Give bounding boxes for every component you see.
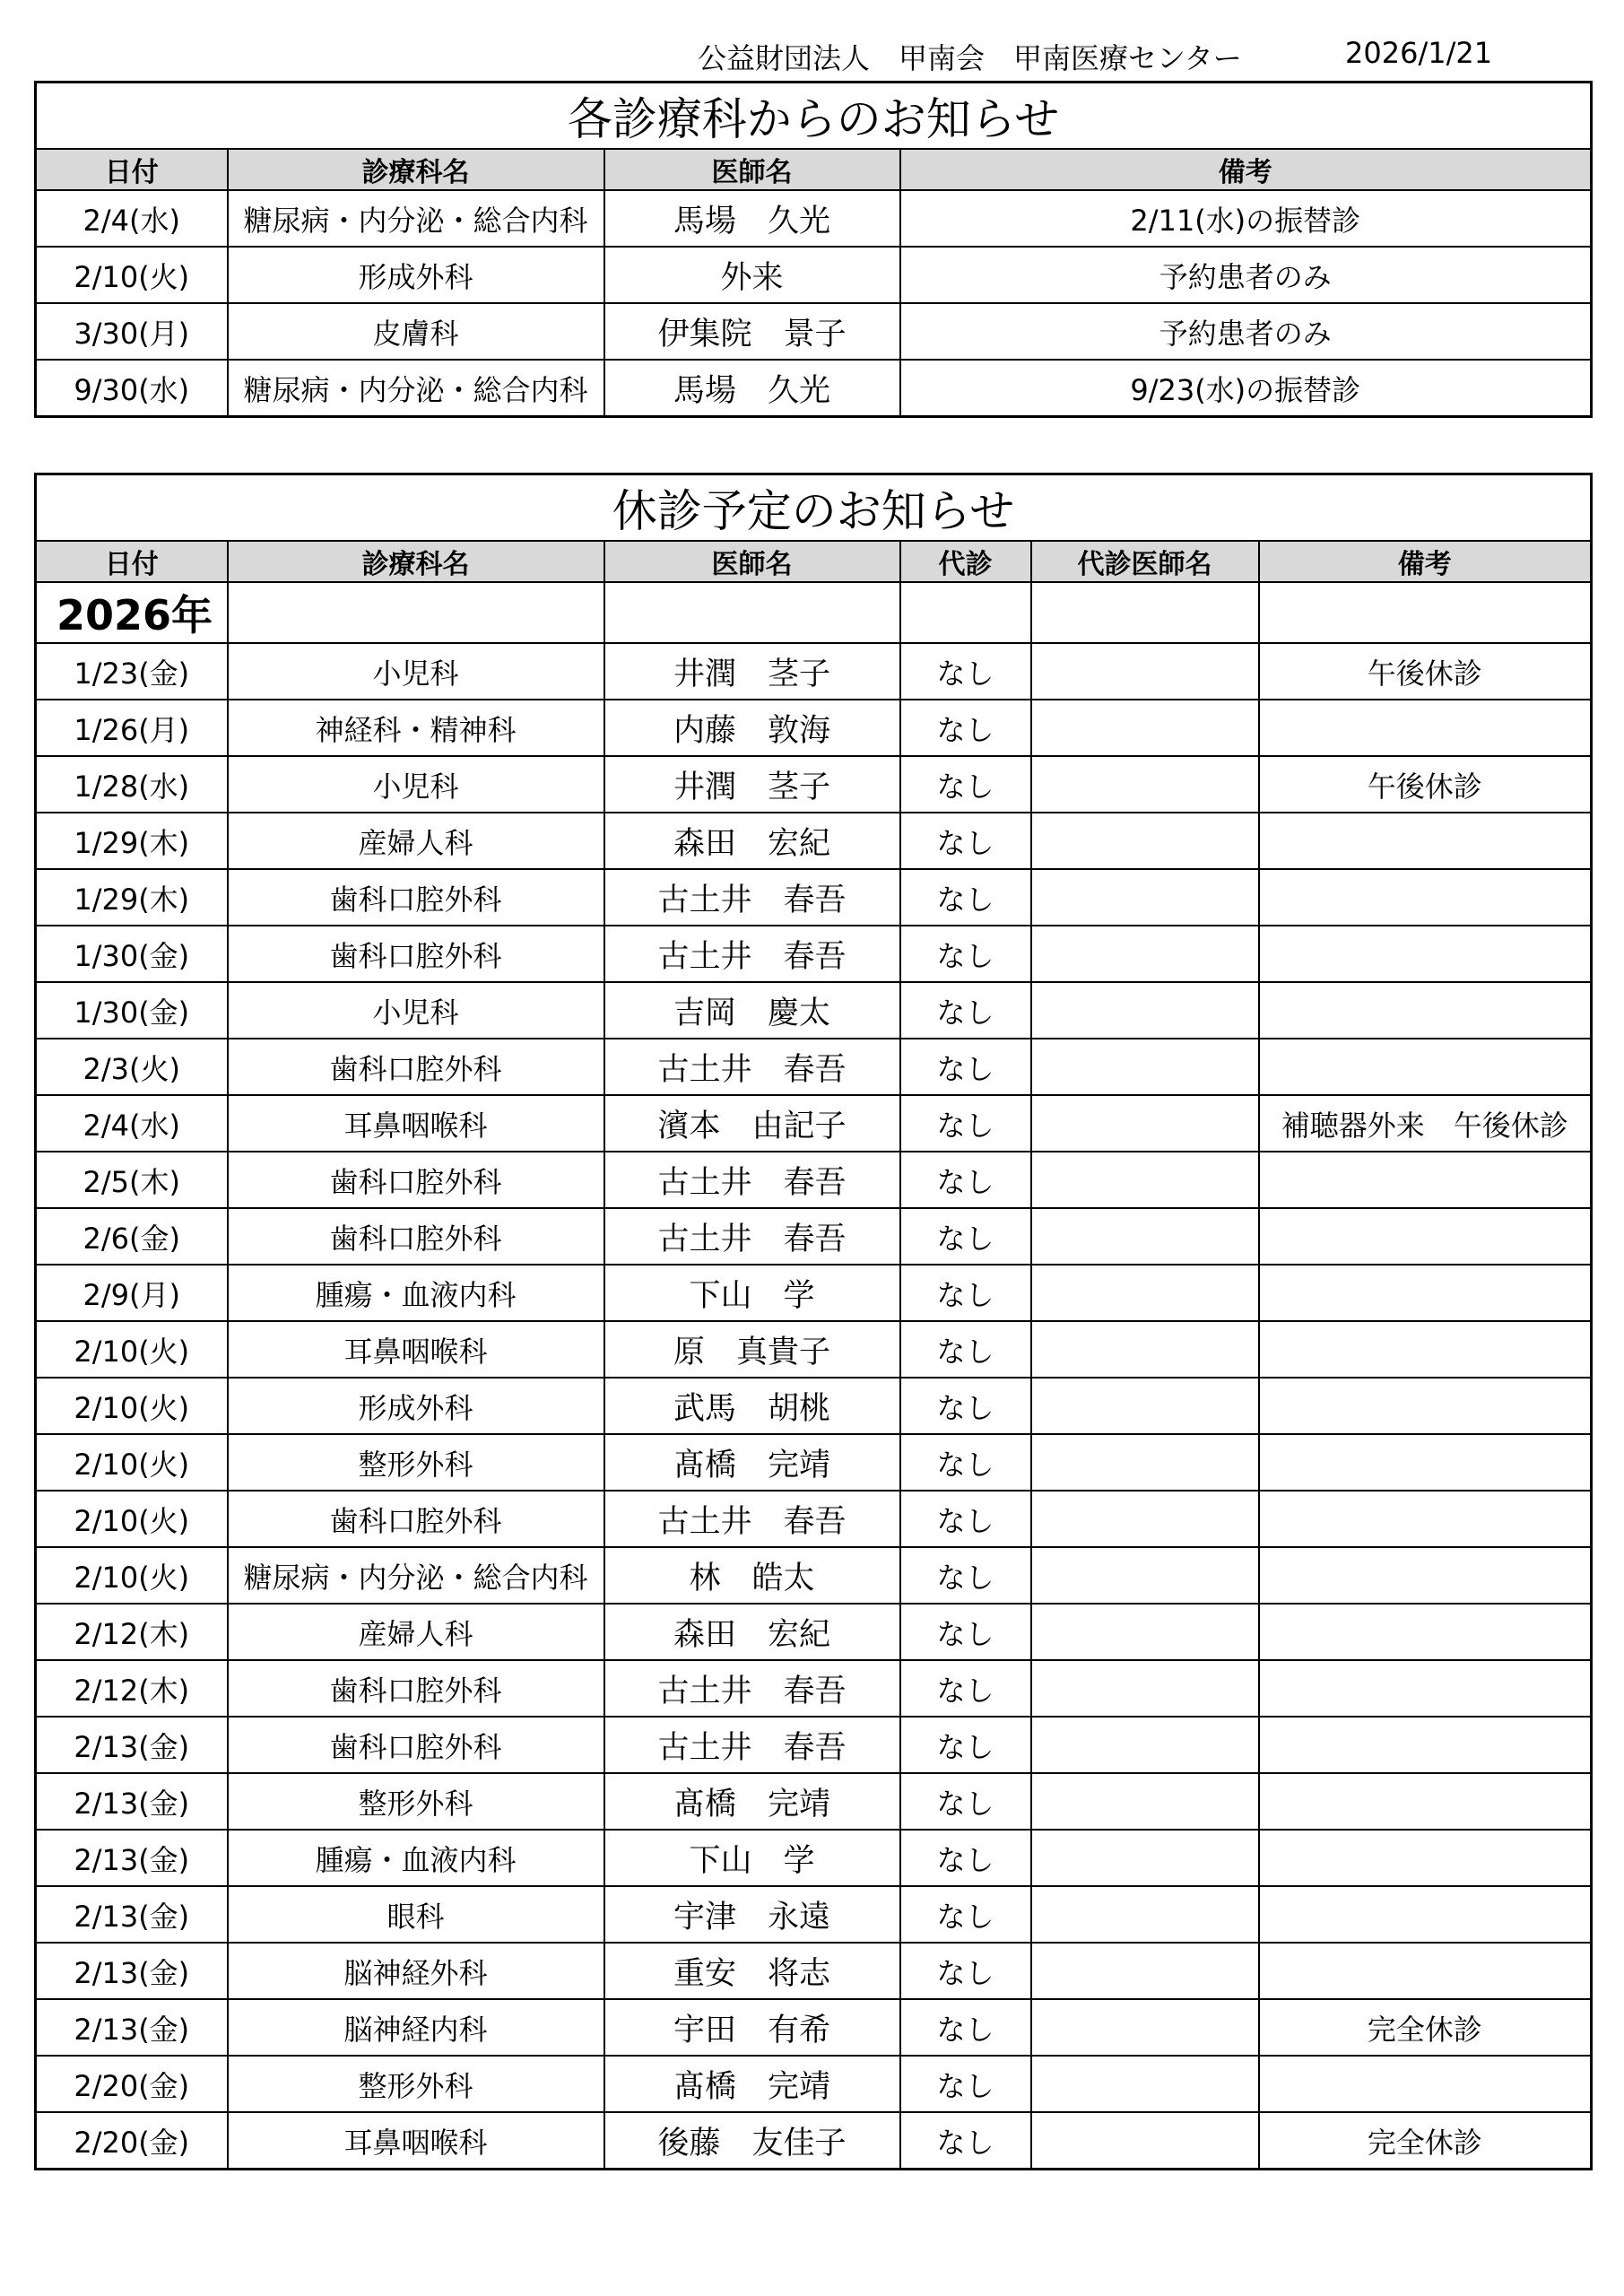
col-date: 日付 (36, 149, 228, 190)
substitute-doctor-cell (1031, 1208, 1259, 1265)
date-cell: 1/23(金) (36, 643, 228, 700)
remark-cell (1259, 1943, 1592, 1999)
remark-cell (1259, 982, 1592, 1039)
col-doctor: 医師名 (604, 541, 900, 582)
remark-cell (1259, 1547, 1592, 1604)
table-row (36, 1773, 1592, 1830)
department-cell: 糖尿病・内分泌・総合内科 (228, 1547, 604, 1604)
department-cell: 整形外科 (228, 2056, 604, 2112)
table-row (36, 982, 1592, 1039)
department-cell: 神経科・精神科 (228, 700, 604, 756)
table-row (36, 1830, 1592, 1886)
doctor-cell: 古土井 春吾 (604, 869, 900, 926)
substitute-doctor-cell (1031, 1660, 1259, 1717)
issue-date: 2026/1/21 (1345, 36, 1493, 70)
date-cell: 1/28(水) (36, 756, 228, 813)
doctor-cell: 後藤 友佳子 (604, 2112, 900, 2170)
substitute-doctor-cell (1031, 1547, 1259, 1604)
date-cell: 1/26(月) (36, 700, 228, 756)
department-cell: 歯科口腔外科 (228, 1039, 604, 1095)
date-cell: 2/20(金) (36, 2056, 228, 2112)
substitute-doctor-cell (1031, 1886, 1259, 1943)
date-cell: 2/9(月) (36, 1265, 228, 1321)
col-department: 診療科名 (228, 541, 604, 582)
substitute-doctor-cell (1031, 1999, 1259, 2056)
substitute-cell: なし (900, 2112, 1031, 2170)
date-cell: 2/13(金) (36, 1943, 228, 1999)
date-cell: 2/10(火) (36, 1491, 228, 1547)
department-cell: 歯科口腔外科 (228, 1660, 604, 1717)
department-cell: 歯科口腔外科 (228, 1717, 604, 1773)
year-label: 2026年 (36, 582, 228, 643)
remark-cell (1259, 1491, 1592, 1547)
remark-cell (1259, 869, 1592, 926)
remark-cell: 予約患者のみ (900, 247, 1592, 303)
date-cell: 2/12(木) (36, 1660, 228, 1717)
substitute-cell: なし (900, 700, 1031, 756)
remark-cell (1259, 1886, 1592, 1943)
substitute-doctor-cell (1031, 1717, 1259, 1773)
date-cell: 2/10(火) (36, 1547, 228, 1604)
col-substitute: 代診 (900, 541, 1031, 582)
substitute-doctor-cell (1031, 643, 1259, 700)
doctor-cell: 林 皓太 (604, 1547, 900, 1604)
table-row (36, 1039, 1592, 1095)
table-row (36, 360, 1592, 417)
doctor-cell: 下山 学 (604, 1830, 900, 1886)
remark-cell (1259, 2056, 1592, 2112)
table-row (36, 1378, 1592, 1434)
substitute-doctor-cell (1031, 1321, 1259, 1378)
substitute-cell: なし (900, 1717, 1031, 1773)
department-cell: 糖尿病・内分泌・総合内科 (228, 360, 604, 417)
doctor-cell: 森田 宏紀 (604, 813, 900, 869)
closure-schedule-table (34, 473, 1593, 2170)
department-cell: 産婦人科 (228, 1604, 604, 1660)
substitute-cell: なし (900, 1152, 1031, 1208)
remark-cell: 完全休診 (1259, 1999, 1592, 2056)
date-cell: 2/10(火) (36, 1321, 228, 1378)
substitute-cell: なし (900, 1999, 1031, 2056)
remark-cell (1259, 1604, 1592, 1660)
date-cell: 2/10(火) (36, 1434, 228, 1491)
date-cell: 2/13(金) (36, 1773, 228, 1830)
substitute-cell: なし (900, 1547, 1031, 1604)
table-row (36, 1434, 1592, 1491)
table-row (36, 190, 1592, 247)
substitute-cell: なし (900, 1321, 1031, 1378)
department-cell: 整形外科 (228, 1434, 604, 1491)
table-row (36, 1265, 1592, 1321)
table-row (36, 1095, 1592, 1152)
col-doctor: 医師名 (604, 149, 900, 190)
date-cell: 2/10(火) (36, 247, 228, 303)
doctor-cell: 武馬 胡桃 (604, 1378, 900, 1434)
doctor-cell: 森田 宏紀 (604, 1604, 900, 1660)
substitute-cell: なし (900, 1660, 1031, 1717)
substitute-cell: なし (900, 643, 1031, 700)
department-cell: 脳神経内科 (228, 1999, 604, 2056)
table-row (36, 869, 1592, 926)
table-row (36, 1886, 1592, 1943)
substitute-doctor-cell (1031, 1152, 1259, 1208)
substitute-doctor-cell (1031, 1604, 1259, 1660)
date-cell: 2/13(金) (36, 1999, 228, 2056)
date-cell: 1/30(金) (36, 926, 228, 982)
table-row (36, 247, 1592, 303)
remark-cell (1259, 1039, 1592, 1095)
col-substitute-doctor: 代診医師名 (1031, 541, 1259, 582)
remark-cell (1259, 926, 1592, 982)
substitute-cell: なし (900, 1886, 1031, 1943)
substitute-doctor-cell (1031, 1039, 1259, 1095)
doctor-cell: 古土井 春吾 (604, 1717, 900, 1773)
department-cell: 歯科口腔外科 (228, 1208, 604, 1265)
substitute-cell: なし (900, 1943, 1031, 1999)
remark-cell: 完全休診 (1259, 2112, 1592, 2170)
substitute-cell: なし (900, 1378, 1031, 1434)
substitute-doctor-cell (1031, 982, 1259, 1039)
closures-title: 休診予定のお知らせ (36, 474, 1592, 542)
table-row (36, 1604, 1592, 1660)
table-row (36, 1321, 1592, 1378)
date-cell: 1/30(金) (36, 982, 228, 1039)
department-cell: 眼科 (228, 1886, 604, 1943)
table-row (36, 2056, 1592, 2112)
date-cell: 9/30(水) (36, 360, 228, 417)
department-cell: 整形外科 (228, 1773, 604, 1830)
substitute-doctor-cell (1031, 756, 1259, 813)
date-cell: 2/12(木) (36, 1604, 228, 1660)
doctor-cell: 井潤 茎子 (604, 756, 900, 813)
department-cell: 産婦人科 (228, 813, 604, 869)
substitute-cell: なし (900, 1491, 1031, 1547)
department-cell: 歯科口腔外科 (228, 869, 604, 926)
substitute-doctor-cell (1031, 1830, 1259, 1886)
date-cell: 2/20(金) (36, 2112, 228, 2170)
col-remarks: 備考 (900, 149, 1592, 190)
department-cell: 耳鼻咽喉科 (228, 1321, 604, 1378)
substitute-cell: なし (900, 1830, 1031, 1886)
table-row (36, 1208, 1592, 1265)
substitute-cell: なし (900, 813, 1031, 869)
doctor-cell: 井潤 茎子 (604, 643, 900, 700)
department-cell: 皮膚科 (228, 303, 604, 360)
department-cell: 糖尿病・内分泌・総合内科 (228, 190, 604, 247)
remark-cell (1259, 1773, 1592, 1830)
substitute-cell: なし (900, 756, 1031, 813)
table-row (36, 926, 1592, 982)
organization-name: 公益財団法人 甲南会 甲南医療センター (698, 41, 1242, 75)
remark-cell (1259, 1434, 1592, 1491)
doctor-cell: 濱本 由記子 (604, 1095, 900, 1152)
table-row (36, 1547, 1592, 1604)
department-cell: 歯科口腔外科 (228, 926, 604, 982)
substitute-doctor-cell (1031, 1095, 1259, 1152)
doctor-cell: 古土井 春吾 (604, 1152, 900, 1208)
doctor-cell: 古土井 春吾 (604, 1660, 900, 1717)
substitute-doctor-cell (1031, 2112, 1259, 2170)
remark-cell (1259, 1717, 1592, 1773)
date-cell: 2/4(水) (36, 190, 228, 247)
remark-cell: 9/23(水)の振替診 (900, 360, 1592, 417)
substitute-cell: なし (900, 982, 1031, 1039)
department-cell: 耳鼻咽喉科 (228, 1095, 604, 1152)
date-cell: 2/3(火) (36, 1039, 228, 1095)
table-row (36, 303, 1592, 360)
table-row (36, 700, 1592, 756)
substitute-doctor-cell (1031, 2056, 1259, 2112)
substitute-cell: なし (900, 1208, 1031, 1265)
department-cell: 小児科 (228, 756, 604, 813)
table-row (36, 1717, 1592, 1773)
department-notices-table (34, 81, 1593, 418)
doctor-cell: 髙橋 完靖 (604, 1434, 900, 1491)
department-cell: 形成外科 (228, 247, 604, 303)
substitute-doctor-cell (1031, 1378, 1259, 1434)
remark-cell: 補聴器外来 午後休診 (1259, 1095, 1592, 1152)
date-cell: 2/13(金) (36, 1830, 228, 1886)
doctor-cell: 馬場 久光 (604, 190, 900, 247)
substitute-doctor-cell (1031, 700, 1259, 756)
substitute-doctor-cell (1031, 813, 1259, 869)
remark-cell: 予約患者のみ (900, 303, 1592, 360)
table-row (36, 1152, 1592, 1208)
date-cell: 2/4(水) (36, 1095, 228, 1152)
remark-cell: 2/11(水)の振替診 (900, 190, 1592, 247)
department-cell: 小児科 (228, 982, 604, 1039)
table-row (36, 1660, 1592, 1717)
substitute-cell: なし (900, 2056, 1031, 2112)
date-cell: 3/30(月) (36, 303, 228, 360)
page-header (0, 36, 1624, 81)
doctor-cell: 馬場 久光 (604, 360, 900, 417)
table-row (36, 1491, 1592, 1547)
substitute-doctor-cell (1031, 1943, 1259, 1999)
date-cell: 2/13(金) (36, 1717, 228, 1773)
col-date: 日付 (36, 541, 228, 582)
substitute-doctor-cell (1031, 1265, 1259, 1321)
date-cell: 2/13(金) (36, 1886, 228, 1943)
substitute-doctor-cell (1031, 1773, 1259, 1830)
date-cell: 2/5(木) (36, 1152, 228, 1208)
closures-header-row (36, 541, 1592, 582)
substitute-cell: なし (900, 1095, 1031, 1152)
remark-cell (1259, 1208, 1592, 1265)
doctor-cell: 外来 (604, 247, 900, 303)
notices-title: 各診療科からのお知らせ (36, 83, 1592, 150)
department-cell: 歯科口腔外科 (228, 1152, 604, 1208)
substitute-doctor-cell (1031, 869, 1259, 926)
notices-header-row (36, 149, 1592, 190)
substitute-cell: なし (900, 1039, 1031, 1095)
department-cell: 腫瘍・血液内科 (228, 1830, 604, 1886)
table-row (36, 756, 1592, 813)
table-row (36, 1943, 1592, 1999)
substitute-cell: なし (900, 1265, 1031, 1321)
doctor-cell: 重安 将志 (604, 1943, 900, 1999)
substitute-cell: なし (900, 1434, 1031, 1491)
department-cell: 歯科口腔外科 (228, 1491, 604, 1547)
table-row (36, 1999, 1592, 2056)
date-cell: 2/6(金) (36, 1208, 228, 1265)
table-row (36, 2112, 1592, 2170)
department-cell: 脳神経外科 (228, 1943, 604, 1999)
doctor-cell: 宇田 有希 (604, 1999, 900, 2056)
remark-cell: 午後休診 (1259, 756, 1592, 813)
remark-cell (1259, 1321, 1592, 1378)
doctor-cell: 原 真貴子 (604, 1321, 900, 1378)
date-cell: 1/29(木) (36, 869, 228, 926)
department-cell: 形成外科 (228, 1378, 604, 1434)
remark-cell (1259, 1830, 1592, 1886)
substitute-doctor-cell (1031, 926, 1259, 982)
department-cell: 耳鼻咽喉科 (228, 2112, 604, 2170)
date-cell: 1/29(木) (36, 813, 228, 869)
remark-cell (1259, 1378, 1592, 1434)
substitute-cell: なし (900, 869, 1031, 926)
substitute-cell: なし (900, 926, 1031, 982)
doctor-cell: 古土井 春吾 (604, 1039, 900, 1095)
year-row (36, 582, 1592, 643)
doctor-cell: 内藤 敦海 (604, 700, 900, 756)
department-cell: 腫瘍・血液内科 (228, 1265, 604, 1321)
col-department: 診療科名 (228, 149, 604, 190)
table-row (36, 643, 1592, 700)
remark-cell (1259, 1265, 1592, 1321)
table-row (36, 813, 1592, 869)
remark-cell: 午後休診 (1259, 643, 1592, 700)
remark-cell (1259, 813, 1592, 869)
substitute-doctor-cell (1031, 1491, 1259, 1547)
substitute-cell: なし (900, 1773, 1031, 1830)
doctor-cell: 吉岡 慶太 (604, 982, 900, 1039)
col-remarks: 備考 (1259, 541, 1592, 582)
doctor-cell: 下山 学 (604, 1265, 900, 1321)
doctor-cell: 古土井 春吾 (604, 926, 900, 982)
department-cell: 小児科 (228, 643, 604, 700)
remark-cell (1259, 1152, 1592, 1208)
doctor-cell: 伊集院 景子 (604, 303, 900, 360)
doctor-cell: 古土井 春吾 (604, 1208, 900, 1265)
substitute-cell: なし (900, 1604, 1031, 1660)
doctor-cell: 髙橋 完靖 (604, 1773, 900, 1830)
doctor-cell: 髙橋 完靖 (604, 2056, 900, 2112)
remark-cell (1259, 700, 1592, 756)
substitute-doctor-cell (1031, 1434, 1259, 1491)
date-cell: 2/10(火) (36, 1378, 228, 1434)
doctor-cell: 古土井 春吾 (604, 1491, 900, 1547)
remark-cell (1259, 1660, 1592, 1717)
doctor-cell: 宇津 永遠 (604, 1886, 900, 1943)
